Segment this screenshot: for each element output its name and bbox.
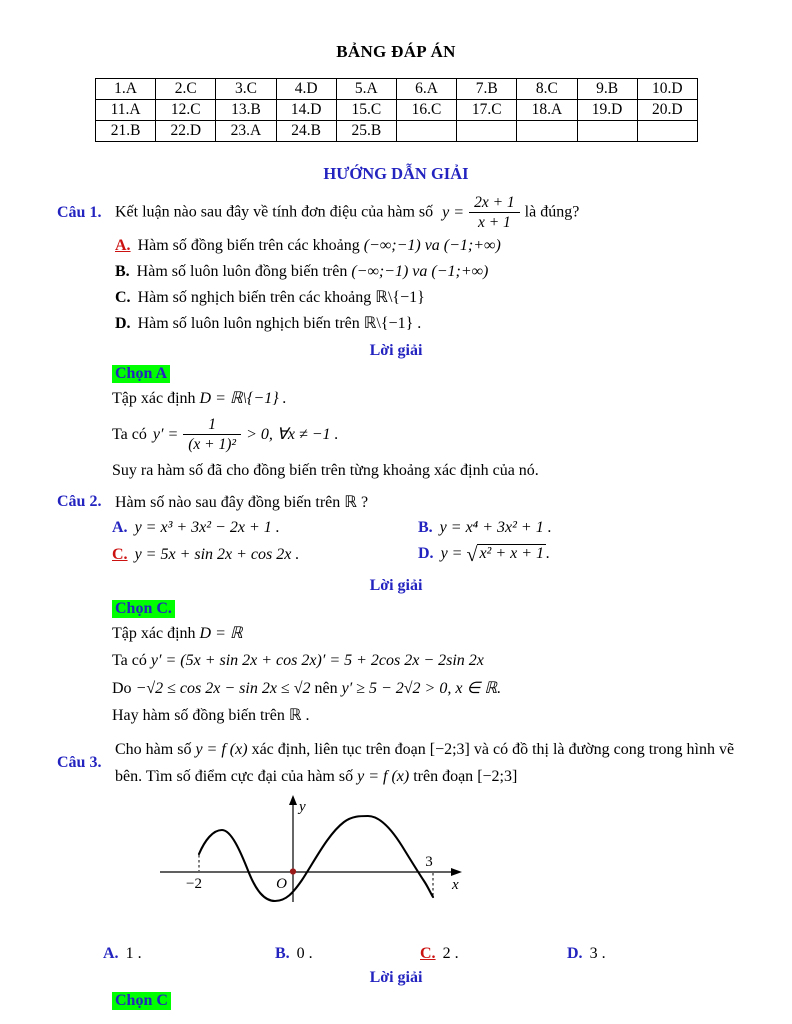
solution-text: Hay hàm số đồng biến trên	[112, 706, 285, 724]
question-text: bên. Tìm số điểm cực đại của hàm số	[115, 767, 354, 785]
option-math: (−∞;−1) va (−1;+∞)	[351, 262, 489, 280]
q3-option-d	[567, 942, 792, 966]
q1-fraction	[469, 193, 520, 233]
answer-cell: 2.C	[156, 79, 216, 100]
q1-solution-line-3: Suy ra hàm số đã cho đồng biến trên từng khoảng xác định của nó.	[112, 461, 539, 479]
fraction-numerator: 2x + 1	[469, 193, 520, 213]
question-text: trên đoạn	[413, 767, 474, 785]
q2-solution-line-2	[0, 647, 792, 675]
chosen-answer-badge: Chọn C.	[112, 600, 175, 618]
solution-text: nên	[314, 679, 338, 697]
q1-formula-lhs: y =	[442, 203, 465, 221]
q3-option-c	[420, 942, 567, 966]
q2-label: Câu 2.	[57, 492, 102, 510]
solution-text: Ta có	[112, 425, 147, 443]
question-math: [−2;3]	[477, 767, 518, 785]
answer-cell	[517, 121, 577, 142]
function-curve	[199, 816, 433, 901]
option-letter: D.	[115, 314, 131, 332]
answer-cell: 13.B	[216, 100, 276, 121]
question-text: Cho hàm số	[115, 740, 192, 758]
answer-cell: 15.C	[336, 100, 396, 121]
chosen-answer-badge: Chọn C	[112, 992, 171, 1010]
q1-option-a	[0, 233, 792, 259]
q2-option-a	[112, 519, 418, 537]
answer-cell: 4.D	[276, 79, 336, 100]
question-math: y = f (x)	[195, 740, 248, 758]
answer-cell: 10.D	[637, 79, 697, 100]
function-graph	[152, 794, 472, 929]
solution-math: > 0, ∀x ≠ −1 .	[246, 425, 339, 443]
q2-question-text: Hàm số nào sau đây đồng biến trên ℝ ?	[115, 493, 369, 511]
x-tick-minus2: −2	[186, 875, 202, 892]
origin-dot	[290, 868, 296, 874]
answer-cell	[637, 121, 697, 142]
option-math: y = x⁴ + 3x² + 1 .	[439, 518, 552, 536]
q2-options-row-2	[112, 544, 792, 567]
option-math: y =	[440, 544, 463, 562]
x-axis-arrow-icon	[451, 868, 462, 876]
answer-cell: 8.C	[517, 79, 577, 100]
sqrt-expression	[466, 544, 546, 567]
question-math: y = f (x)	[357, 767, 410, 785]
solution-math: y′ =	[152, 425, 179, 443]
solution-math: y′ ≥ 5 − 2√2 > 0, x ∈ ℝ.	[341, 679, 502, 697]
option-letter: A.	[103, 944, 119, 962]
q2-option-c	[112, 546, 418, 564]
solution-math: −√2 ≤ cos 2x − sin 2x ≤ √2	[135, 679, 311, 697]
fraction-numerator: 1	[183, 415, 241, 435]
radicand: x² + x + 1	[479, 544, 545, 562]
answer-cell: 12.C	[156, 100, 216, 121]
fraction-denominator: (x + 1)²	[188, 436, 237, 454]
option-letter: A.	[115, 236, 131, 254]
answer-cell: 25.B	[336, 121, 396, 142]
answer-table	[95, 78, 698, 142]
option-text: 1 .	[125, 944, 142, 962]
q3-label: Câu 3.	[57, 753, 102, 771]
option-math: y = x³ + 3x² − 2x + 1 .	[134, 518, 280, 536]
q2-options	[0, 519, 792, 567]
q3-loi-giai: Lời giải	[369, 968, 423, 986]
option-text: Hàm số luôn luôn nghịch biến trên	[137, 314, 360, 332]
option-text: 3 .	[589, 944, 606, 962]
q2-chosen-answer	[112, 600, 792, 618]
answer-cell: 9.B	[577, 79, 637, 100]
option-letter: A.	[112, 518, 128, 536]
answer-cell	[396, 121, 456, 142]
chosen-answer-badge: Chọn A	[112, 365, 170, 383]
q3-option-a	[103, 942, 275, 966]
option-math: ℝ\{−1}	[375, 288, 425, 306]
q3-question-row-2	[115, 763, 792, 790]
q2-option-b	[418, 519, 792, 537]
radical-sign: √	[466, 543, 478, 566]
question-text: và có đồ thị là đường cong trong hình vẽ	[473, 740, 735, 758]
solution-text: Tập xác định	[112, 624, 196, 642]
answer-cell: 16.C	[396, 100, 456, 121]
answer-cell: 18.A	[517, 100, 577, 121]
solution-text: Ta có	[112, 651, 147, 669]
table-row	[96, 100, 698, 121]
option-math: .	[546, 544, 551, 562]
q1-solution-line-1	[0, 386, 792, 412]
solution-text: Do	[112, 679, 132, 697]
table-row	[96, 121, 698, 142]
answer-cell: 22.D	[156, 121, 216, 142]
x-axis-label: x	[452, 876, 459, 893]
option-letter: C.	[112, 546, 128, 564]
answer-table-title: BẢNG ĐÁP ÁN	[336, 42, 456, 61]
option-letter: C.	[420, 944, 436, 962]
option-math: (−∞;−1) va (−1;+∞)	[363, 236, 501, 254]
option-math: ℝ\{−1} .	[363, 314, 422, 332]
q1-question-post: là đúng?	[524, 203, 580, 221]
fraction-denominator: x + 1	[477, 214, 511, 232]
option-text: Hàm số đồng biến trên các khoảng	[137, 236, 360, 254]
option-letter: B.	[418, 518, 433, 536]
answer-cell: 20.D	[637, 100, 697, 121]
answer-cell: 21.B	[96, 121, 156, 142]
solution-math: D = ℝ\{−1} .	[199, 389, 287, 407]
q1-option-c	[0, 285, 792, 311]
option-text: 0 .	[296, 944, 313, 962]
option-letter: C.	[115, 288, 131, 306]
q3-question-line	[0, 736, 792, 790]
answer-cell: 24.B	[276, 121, 336, 142]
q1-label: Câu 1.	[57, 203, 102, 221]
question-math: [−2;3]	[429, 740, 470, 758]
q2-solution-line-3	[0, 675, 792, 703]
answer-cell	[457, 121, 517, 142]
table-row	[96, 79, 698, 100]
q1-solution-line-2	[0, 412, 792, 458]
answer-cell: 3.C	[216, 79, 276, 100]
option-letter: D.	[418, 544, 434, 562]
q3-figure	[152, 794, 792, 934]
q2-question-line	[0, 492, 792, 512]
q2-solution-line-4	[0, 703, 792, 729]
solution-text: Tập xác định	[112, 389, 196, 407]
answer-cell: 1.A	[96, 79, 156, 100]
solution-math: D = ℝ	[199, 624, 243, 642]
answer-cell: 23.A	[216, 121, 276, 142]
y-axis-label: y	[299, 798, 306, 815]
q1-question-text	[115, 193, 792, 233]
answer-cell: 5.A	[336, 79, 396, 100]
q1-question-line	[0, 193, 792, 233]
option-math: y = 5x + sin 2x + cos 2x .	[134, 546, 300, 564]
option-letter: B.	[115, 262, 130, 280]
q1-option-b	[0, 259, 792, 285]
solutions-title: HƯỚNG DẪN GIẢI	[323, 164, 469, 183]
x-tick-3: 3	[425, 853, 433, 870]
answer-cell: 11.A	[96, 100, 156, 121]
answer-cell: 17.C	[457, 100, 517, 121]
q1-option-d	[0, 311, 792, 337]
answer-cell: 14.D	[276, 100, 336, 121]
q3-option-b	[275, 942, 420, 966]
answer-cell: 19.D	[577, 100, 637, 121]
q3-question-row-1	[115, 736, 792, 763]
answer-cell	[577, 121, 637, 142]
q1-question-pre: Kết luận nào sau đây về tính đơn điệu của hàm số	[115, 203, 434, 221]
q3-options	[0, 942, 792, 966]
option-text: Hàm số luôn luôn đồng biến trên	[136, 262, 348, 280]
q1-chosen-answer	[112, 365, 792, 383]
question-text: xác định, liên tục trên đoạn	[251, 740, 426, 758]
option-letter: B.	[275, 944, 290, 962]
q2-options-row-1	[112, 519, 792, 537]
q3-chosen-answer	[112, 992, 792, 1010]
option-text: Hàm số nghịch biến trên các khoảng	[137, 288, 372, 306]
q3-question-text	[115, 736, 792, 790]
y-axis-arrow-icon	[289, 795, 297, 805]
q2-option-d	[418, 544, 792, 567]
answer-cell: 6.A	[396, 79, 456, 100]
solution-math: ℝ .	[288, 706, 310, 724]
option-letter: D.	[567, 944, 583, 962]
answer-cell: 7.B	[457, 79, 517, 100]
q2-solution-line-1	[0, 621, 792, 647]
solution-math: y′ = (5x + sin 2x + cos 2x)′ = 5 + 2cos 2x − 2sin 2x	[150, 651, 484, 669]
q1-derivative-fraction	[183, 415, 241, 455]
option-text: 2 .	[442, 944, 459, 962]
q2-loi-giai: Lời giải	[369, 576, 423, 594]
q1-loi-giai: Lời giải	[369, 341, 423, 359]
origin-label: O	[276, 875, 287, 892]
